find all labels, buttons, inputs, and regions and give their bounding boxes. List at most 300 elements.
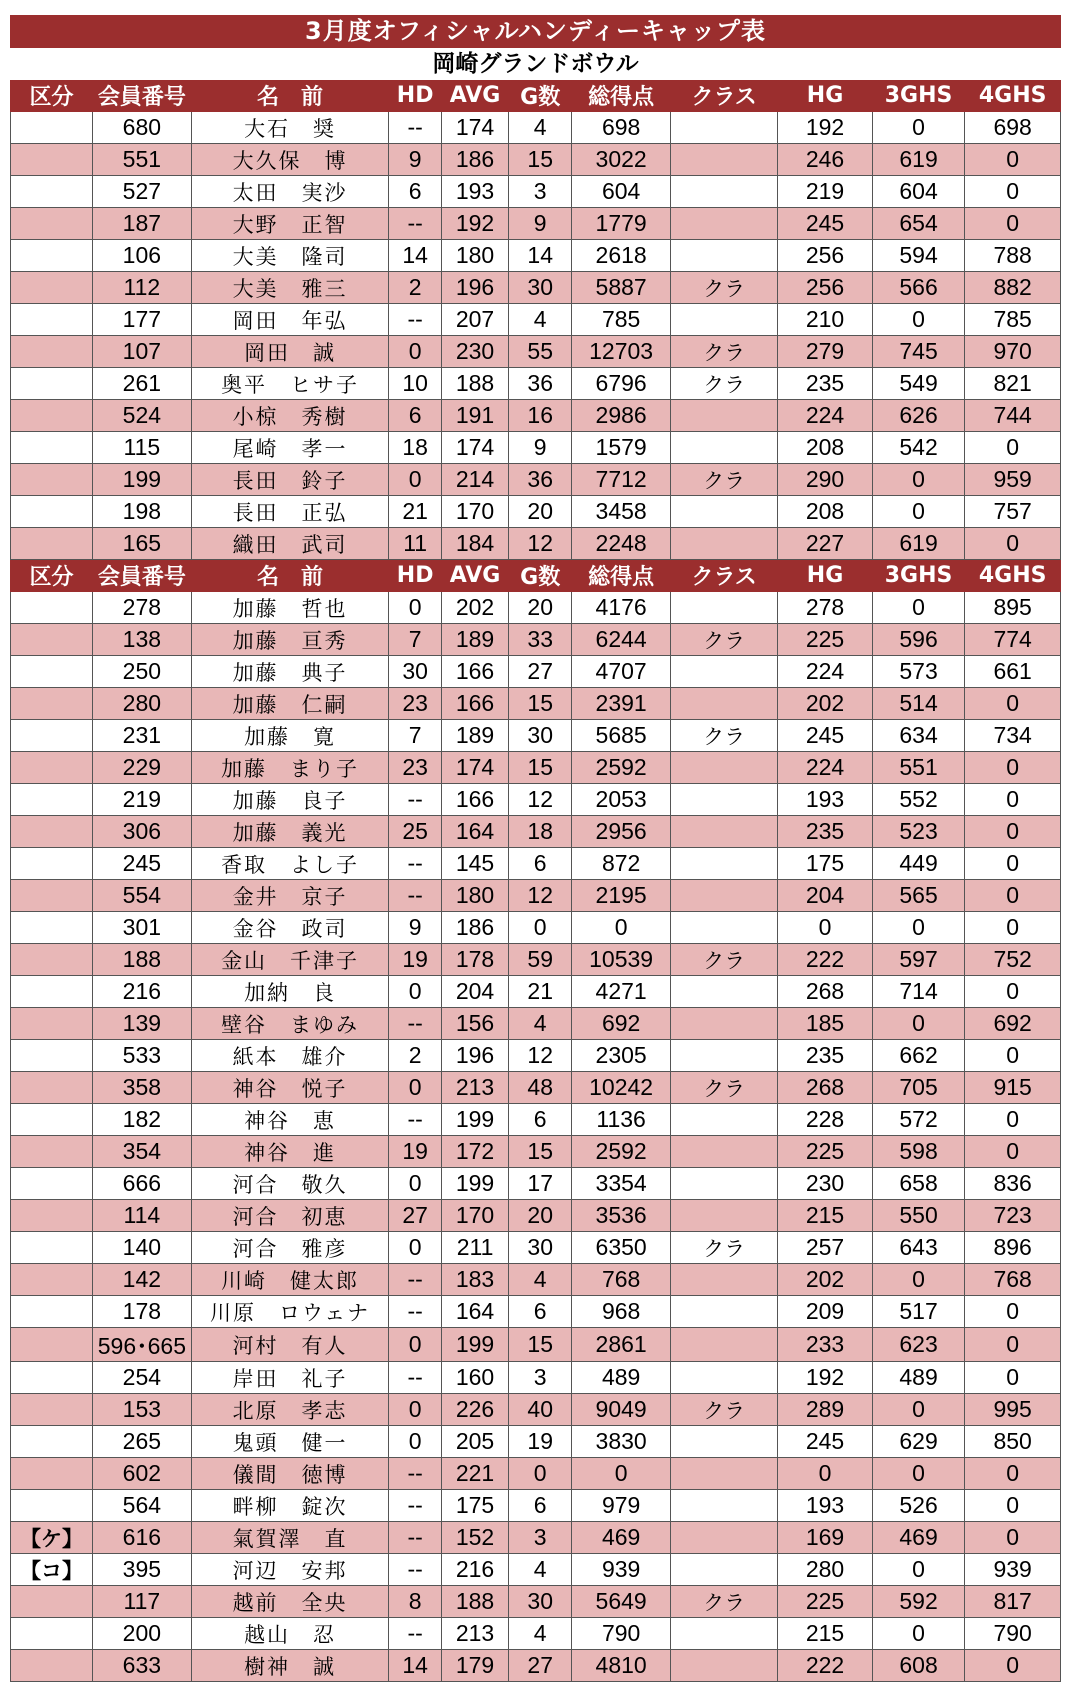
column-header-hg: HG — [778, 80, 873, 112]
cell-segment — [11, 1328, 93, 1362]
cell-segment — [11, 688, 93, 720]
cell-games: 55 — [509, 336, 572, 368]
handicap-sheet — [10, 15, 1061, 1682]
cell-4ghs: 0 — [965, 1650, 1061, 1682]
cell-class — [671, 784, 778, 816]
cell-name: 神谷 悦子 — [191, 1072, 389, 1104]
cell-name: 奥平 ヒサ子 — [191, 368, 389, 400]
cell-avg: 192 — [441, 208, 508, 240]
cell-total-score: 1136 — [572, 1104, 671, 1136]
cell-class — [671, 1426, 778, 1458]
venue-name: 岡崎グランドボウル — [432, 51, 639, 77]
cell-segment — [11, 1008, 93, 1040]
cell-segment — [11, 240, 93, 272]
cell-avg: 179 — [441, 1650, 508, 1682]
cell-class — [671, 1264, 778, 1296]
cell-games: 36 — [509, 464, 572, 496]
cell-4ghs: 0 — [965, 1136, 1061, 1168]
cell-4ghs: 757 — [965, 496, 1061, 528]
cell-hd: -- — [389, 880, 442, 912]
cell-name: 川崎 健太郎 — [191, 1264, 389, 1296]
cell-segment: 【ケ】 — [11, 1522, 93, 1554]
table-row — [11, 1328, 1061, 1362]
cell-4ghs: 692 — [965, 1008, 1061, 1040]
cell-member-no: 254 — [92, 1362, 191, 1394]
column-header-name: 名 前 — [191, 80, 389, 112]
column-header-hd: HD — [389, 560, 442, 592]
cell-3ghs: 623 — [872, 1328, 964, 1362]
cell-segment — [11, 1136, 93, 1168]
cell-hg: 245 — [778, 720, 873, 752]
table-row — [11, 1426, 1061, 1458]
cell-segment — [11, 272, 93, 304]
cell-4ghs: 698 — [965, 112, 1061, 144]
cell-avg: 183 — [441, 1264, 508, 1296]
cell-total-score: 4810 — [572, 1650, 671, 1682]
cell-name: 大石 奨 — [191, 112, 389, 144]
column-header-4ghs: 4GHS — [965, 80, 1061, 112]
cell-class — [671, 496, 778, 528]
cell-total-score: 10539 — [572, 944, 671, 976]
cell-games: 6 — [509, 1296, 572, 1328]
cell-name: 畔柳 錠次 — [191, 1490, 389, 1522]
cell-games: 4 — [509, 112, 572, 144]
cell-segment — [11, 720, 93, 752]
cell-name: 尾崎 孝一 — [191, 432, 389, 464]
cell-total-score: 9049 — [572, 1394, 671, 1426]
cell-avg: 213 — [441, 1072, 508, 1104]
cell-total-score: 6796 — [572, 368, 671, 400]
cell-hg: 208 — [778, 432, 873, 464]
cell-total-score: 3536 — [572, 1200, 671, 1232]
cell-member-no: 533 — [92, 1040, 191, 1072]
column-header-games: G数 — [509, 80, 572, 112]
cell-segment — [11, 432, 93, 464]
column-header-segment: 区分 — [11, 80, 93, 112]
cell-4ghs: 0 — [965, 1296, 1061, 1328]
cell-segment — [11, 336, 93, 368]
cell-avg: 207 — [441, 304, 508, 336]
cell-games: 3 — [509, 176, 572, 208]
table-row — [11, 144, 1061, 176]
cell-3ghs: 0 — [872, 304, 964, 336]
cell-segment — [11, 592, 93, 624]
table-row — [11, 624, 1061, 656]
column-header-member-no: 会員番号 — [92, 80, 191, 112]
cell-class — [671, 1168, 778, 1200]
cell-3ghs: 634 — [872, 720, 964, 752]
cell-member-no: 527 — [92, 176, 191, 208]
cell-hg: 202 — [778, 1264, 873, 1296]
cell-name: 越山 忍 — [191, 1618, 389, 1650]
table-row — [11, 1650, 1061, 1682]
cell-name: 神谷 恵 — [191, 1104, 389, 1136]
cell-games: 0 — [509, 1458, 572, 1490]
cell-class — [671, 848, 778, 880]
cell-name: 河合 初恵 — [191, 1200, 389, 1232]
cell-games: 21 — [509, 976, 572, 1008]
cell-segment — [11, 144, 93, 176]
cell-total-score: 768 — [572, 1264, 671, 1296]
cell-total-score: 5649 — [572, 1586, 671, 1618]
cell-hg: 246 — [778, 144, 873, 176]
cell-3ghs: 654 — [872, 208, 964, 240]
cell-3ghs: 705 — [872, 1072, 964, 1104]
cell-3ghs: 592 — [872, 1586, 964, 1618]
cell-games: 30 — [509, 720, 572, 752]
cell-games: 14 — [509, 240, 572, 272]
cell-avg: 145 — [441, 848, 508, 880]
table-row — [11, 752, 1061, 784]
cell-member-no: 354 — [92, 1136, 191, 1168]
cell-class: クラ — [671, 336, 778, 368]
cell-hg: 202 — [778, 688, 873, 720]
cell-avg: 180 — [441, 240, 508, 272]
cell-class — [671, 976, 778, 1008]
cell-games: 30 — [509, 1586, 572, 1618]
table-row — [11, 176, 1061, 208]
cell-name: 岸田 礼子 — [191, 1362, 389, 1394]
cell-member-no: 666 — [92, 1168, 191, 1200]
cell-class — [671, 176, 778, 208]
cell-class: クラ — [671, 464, 778, 496]
cell-hd: 11 — [389, 528, 442, 560]
table-row — [11, 1522, 1061, 1554]
column-header-avg: AVG — [441, 80, 508, 112]
cell-hg: 225 — [778, 624, 873, 656]
cell-member-no: 280 — [92, 688, 191, 720]
cell-hd: -- — [389, 112, 442, 144]
cell-3ghs: 596 — [872, 624, 964, 656]
cell-hg: 193 — [778, 784, 873, 816]
cell-name: 鬼頭 健一 — [191, 1426, 389, 1458]
cell-member-no: 395 — [92, 1554, 191, 1586]
cell-segment — [11, 528, 93, 560]
cell-total-score: 785 — [572, 304, 671, 336]
cell-4ghs: 0 — [965, 976, 1061, 1008]
cell-class — [671, 1296, 778, 1328]
cell-class — [671, 1008, 778, 1040]
cell-3ghs: 0 — [872, 1008, 964, 1040]
cell-4ghs: 817 — [965, 1586, 1061, 1618]
cell-hd: 19 — [389, 1136, 442, 1168]
cell-member-no: 602 — [92, 1458, 191, 1490]
cell-total-score: 489 — [572, 1362, 671, 1394]
cell-3ghs: 714 — [872, 976, 964, 1008]
cell-3ghs: 523 — [872, 816, 964, 848]
cell-segment — [11, 1072, 93, 1104]
cell-hd: 14 — [389, 1650, 442, 1682]
cell-member-no: 301 — [92, 912, 191, 944]
cell-avg: 221 — [441, 1458, 508, 1490]
cell-avg: 160 — [441, 1362, 508, 1394]
cell-3ghs: 0 — [872, 496, 964, 528]
cell-4ghs: 0 — [965, 1362, 1061, 1394]
cell-hd: 21 — [389, 496, 442, 528]
cell-member-no: 115 — [92, 432, 191, 464]
table-row — [11, 208, 1061, 240]
cell-3ghs: 449 — [872, 848, 964, 880]
cell-4ghs: 939 — [965, 1554, 1061, 1586]
cell-hg: 215 — [778, 1200, 873, 1232]
column-header-3ghs: 3GHS — [872, 560, 964, 592]
cell-hg: 222 — [778, 1650, 873, 1682]
table-row — [11, 880, 1061, 912]
cell-segment — [11, 656, 93, 688]
cell-segment — [11, 176, 93, 208]
cell-hg: 257 — [778, 1232, 873, 1264]
cell-class — [671, 528, 778, 560]
table-row — [11, 112, 1061, 144]
cell-total-score: 2956 — [572, 816, 671, 848]
column-header-hd: HD — [389, 80, 442, 112]
cell-class — [671, 1650, 778, 1682]
cell-segment — [11, 464, 93, 496]
cell-games: 15 — [509, 752, 572, 784]
cell-name: 大野 正智 — [191, 208, 389, 240]
cell-total-score: 2592 — [572, 752, 671, 784]
cell-segment — [11, 1618, 93, 1650]
cell-name: 神谷 進 — [191, 1136, 389, 1168]
cell-hd: 2 — [389, 1040, 442, 1072]
column-header-name: 名 前 — [191, 560, 389, 592]
table-row — [11, 1490, 1061, 1522]
cell-hd: -- — [389, 784, 442, 816]
cell-3ghs: 514 — [872, 688, 964, 720]
cell-games: 6 — [509, 848, 572, 880]
cell-3ghs: 597 — [872, 944, 964, 976]
cell-games: 4 — [509, 1264, 572, 1296]
cell-hd: 0 — [389, 464, 442, 496]
cell-hg: 228 — [778, 1104, 873, 1136]
table-row — [11, 1296, 1061, 1328]
cell-hd: 9 — [389, 144, 442, 176]
cell-segment — [11, 112, 93, 144]
cell-avg: 164 — [441, 1296, 508, 1328]
cell-hg: 169 — [778, 1522, 873, 1554]
cell-hd: -- — [389, 1008, 442, 1040]
cell-member-no: 107 — [92, 336, 191, 368]
cell-avg: 214 — [441, 464, 508, 496]
cell-hd: -- — [389, 1490, 442, 1522]
cell-3ghs: 594 — [872, 240, 964, 272]
cell-name: 大久保 博 — [191, 144, 389, 176]
cell-name: 金谷 政司 — [191, 912, 389, 944]
cell-class: クラ — [671, 944, 778, 976]
cell-3ghs: 565 — [872, 880, 964, 912]
cell-segment — [11, 1264, 93, 1296]
cell-4ghs: 785 — [965, 304, 1061, 336]
cell-hd: 10 — [389, 368, 442, 400]
cell-avg: 211 — [441, 1232, 508, 1264]
cell-avg: 199 — [441, 1104, 508, 1136]
cell-name: 加藤 仁嗣 — [191, 688, 389, 720]
cell-member-no: 140 — [92, 1232, 191, 1264]
column-header-games: G数 — [509, 560, 572, 592]
cell-4ghs: 723 — [965, 1200, 1061, 1232]
cell-games: 4 — [509, 1618, 572, 1650]
cell-avg: 170 — [441, 496, 508, 528]
cell-hd: 6 — [389, 176, 442, 208]
cell-3ghs: 604 — [872, 176, 964, 208]
cell-4ghs: 896 — [965, 1232, 1061, 1264]
cell-segment — [11, 912, 93, 944]
cell-hg: 278 — [778, 592, 873, 624]
cell-total-score: 10242 — [572, 1072, 671, 1104]
cell-avg: 193 — [441, 176, 508, 208]
cell-class: クラ — [671, 272, 778, 304]
cell-games: 3 — [509, 1362, 572, 1394]
cell-hg: 192 — [778, 1362, 873, 1394]
cell-games: 27 — [509, 1650, 572, 1682]
cell-4ghs: 0 — [965, 144, 1061, 176]
table-row — [11, 464, 1061, 496]
cell-hd: -- — [389, 1618, 442, 1650]
cell-class — [671, 816, 778, 848]
cell-games: 9 — [509, 208, 572, 240]
cell-member-no: 219 — [92, 784, 191, 816]
cell-member-no: 114 — [92, 1200, 191, 1232]
cell-name: 加藤 寛 — [191, 720, 389, 752]
cell-name: 加藤 まり子 — [191, 752, 389, 784]
cell-hg: 224 — [778, 400, 873, 432]
cell-total-score: 2592 — [572, 1136, 671, 1168]
cell-hg: 235 — [778, 1040, 873, 1072]
cell-class: クラ — [671, 1586, 778, 1618]
cell-4ghs: 0 — [965, 528, 1061, 560]
cell-member-no: 524 — [92, 400, 191, 432]
cell-games: 6 — [509, 1104, 572, 1136]
column-header-class: クラス — [671, 80, 778, 112]
cell-3ghs: 550 — [872, 1200, 964, 1232]
cell-4ghs: 959 — [965, 464, 1061, 496]
cell-3ghs: 629 — [872, 1426, 964, 1458]
cell-games: 15 — [509, 144, 572, 176]
cell-hd: 6 — [389, 400, 442, 432]
cell-total-score: 2391 — [572, 688, 671, 720]
cell-member-no: 265 — [92, 1426, 191, 1458]
cell-games: 12 — [509, 528, 572, 560]
cell-segment — [11, 1232, 93, 1264]
cell-hg: 233 — [778, 1328, 873, 1362]
cell-hg: 210 — [778, 304, 873, 336]
cell-4ghs: 0 — [965, 1490, 1061, 1522]
cell-4ghs: 0 — [965, 688, 1061, 720]
cell-name: 金井 京子 — [191, 880, 389, 912]
cell-hd: -- — [389, 1522, 442, 1554]
cell-member-no: 165 — [92, 528, 191, 560]
cell-3ghs: 619 — [872, 144, 964, 176]
cell-hg: 256 — [778, 240, 873, 272]
cell-3ghs: 517 — [872, 1296, 964, 1328]
cell-4ghs: 882 — [965, 272, 1061, 304]
cell-hd: 7 — [389, 624, 442, 656]
cell-games: 15 — [509, 1136, 572, 1168]
cell-3ghs: 662 — [872, 1040, 964, 1072]
table-row — [11, 592, 1061, 624]
cell-member-no: 250 — [92, 656, 191, 688]
cell-avg: 196 — [441, 272, 508, 304]
table-row — [11, 496, 1061, 528]
cell-avg: 152 — [441, 1522, 508, 1554]
cell-total-score: 2861 — [572, 1328, 671, 1362]
cell-3ghs: 0 — [872, 112, 964, 144]
cell-hg: 279 — [778, 336, 873, 368]
table-row — [11, 1232, 1061, 1264]
column-header-hg: HG — [778, 560, 873, 592]
cell-games: 30 — [509, 272, 572, 304]
cell-segment — [11, 368, 93, 400]
cell-avg: 178 — [441, 944, 508, 976]
cell-games: 12 — [509, 1040, 572, 1072]
cell-class — [671, 1104, 778, 1136]
cell-total-score: 1579 — [572, 432, 671, 464]
cell-segment — [11, 1168, 93, 1200]
cell-games: 20 — [509, 1200, 572, 1232]
cell-name: 紙本 雄介 — [191, 1040, 389, 1072]
cell-games: 40 — [509, 1394, 572, 1426]
cell-avg: 205 — [441, 1426, 508, 1458]
cell-4ghs: 0 — [965, 752, 1061, 784]
table-row — [11, 336, 1061, 368]
cell-4ghs: 0 — [965, 880, 1061, 912]
cell-hg: 268 — [778, 976, 873, 1008]
cell-games: 12 — [509, 784, 572, 816]
cell-total-score: 469 — [572, 1522, 671, 1554]
cell-segment — [11, 624, 93, 656]
cell-4ghs: 0 — [965, 176, 1061, 208]
cell-hg: 225 — [778, 1586, 873, 1618]
cell-3ghs: 598 — [872, 1136, 964, 1168]
cell-4ghs: 734 — [965, 720, 1061, 752]
cell-segment — [11, 976, 93, 1008]
cell-hg: 290 — [778, 464, 873, 496]
cell-hg: 208 — [778, 496, 873, 528]
cell-avg: 166 — [441, 656, 508, 688]
cell-total-score: 790 — [572, 1618, 671, 1650]
cell-total-score: 4271 — [572, 976, 671, 1008]
cell-name: 加藤 哲也 — [191, 592, 389, 624]
table-row — [11, 1618, 1061, 1650]
cell-games: 4 — [509, 304, 572, 336]
table-row — [11, 912, 1061, 944]
cell-segment — [11, 496, 93, 528]
column-header-member-no: 会員番号 — [92, 560, 191, 592]
cell-total-score: 7712 — [572, 464, 671, 496]
cell-hd: 0 — [389, 1072, 442, 1104]
cell-hd: 0 — [389, 1232, 442, 1264]
cell-class — [671, 688, 778, 720]
cell-avg: 174 — [441, 112, 508, 144]
cell-hd: 8 — [389, 1586, 442, 1618]
cell-avg: 166 — [441, 784, 508, 816]
cell-class: クラ — [671, 624, 778, 656]
cell-hd: -- — [389, 1554, 442, 1586]
cell-segment — [11, 400, 93, 432]
cell-segment — [11, 208, 93, 240]
cell-class — [671, 304, 778, 336]
cell-member-no: 229 — [92, 752, 191, 784]
cell-total-score: 5685 — [572, 720, 671, 752]
cell-hd: 2 — [389, 272, 442, 304]
cell-3ghs: 0 — [872, 912, 964, 944]
cell-segment — [11, 848, 93, 880]
cell-segment — [11, 304, 93, 336]
cell-hd: 23 — [389, 688, 442, 720]
cell-class — [671, 208, 778, 240]
table-row — [11, 368, 1061, 400]
cell-hg: 175 — [778, 848, 873, 880]
